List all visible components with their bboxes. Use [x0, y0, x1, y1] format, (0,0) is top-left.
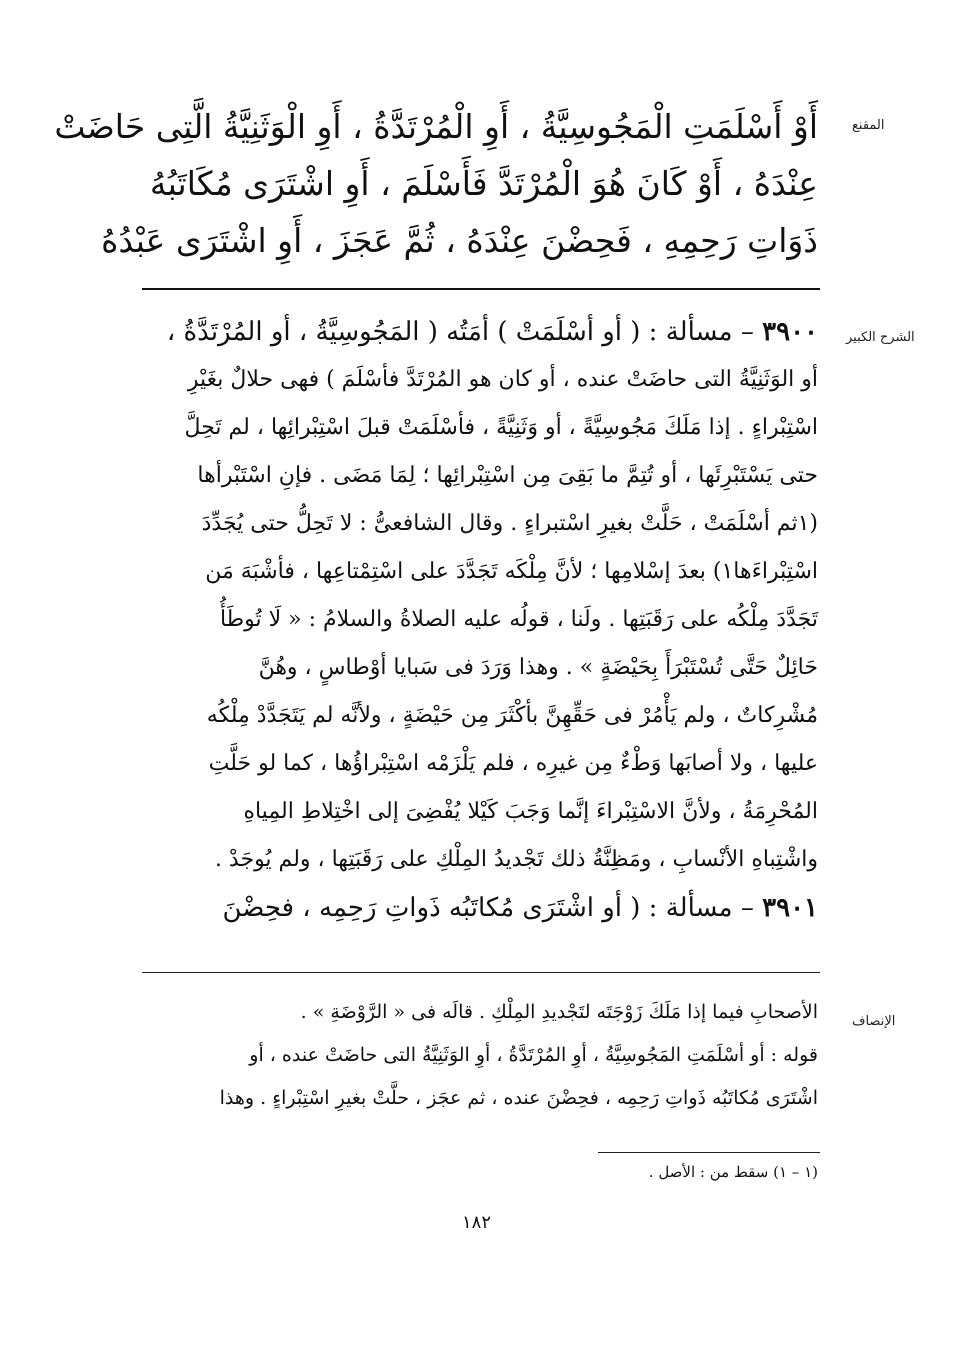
muqni-text	[54, 98, 818, 269]
section-divider	[142, 288, 820, 290]
muqni-line: عِنْدَهُ ، أَوْ كَانَ هُوَ الْمُرْتَدَّ فَأَسْلَمَ ، أَوِ اشْتَرَى مُكَاتَبُهُ	[149, 164, 818, 203]
section-divider	[142, 972, 820, 973]
issue-number: ٣٩٠٠	[762, 317, 818, 347]
sharh-line: عليها ، ولا أصابَها وَطْءٌ مِن غيرِه ، فلم يَلْزَمْه اسْتِبْراؤُها ، كما لو حَلَّتِ	[208, 751, 818, 776]
margin-label-insaf: الإنصاف	[852, 1014, 896, 1029]
insaf-line: قوله : أو أسْلَمَتِ المَجُوسِيَّةُ ، أوِ المُرْتَدَّةُ ، أوِ الوَثَنِيَّةُ التى حاضَتْ عنده ، أو	[249, 1044, 818, 1066]
sharh-line: اسْتِبْراءٍ . إذا مَلَكَ مَجُوسِيَّةً ، أو وَثَنِيَّةً ، فأسْلَمَتْ قبلَ اسْتِبْرائِها ، لم تَحِلَّ	[184, 415, 818, 440]
sharh-line: مُشْرِكاتٌ ، ولم يَأْمُرْ فى حَقِّهِنَّ بأكْثَرَ مِن حَيْضَةٍ ، ولأنَّه لم يَتَجَدَّدْ مِلْكُه	[206, 703, 818, 728]
issue-text: – مسألة : ( أو اشْتَرَى مُكاتَبُه ذَواتِ رَحِمِه ، فحِضْنَ	[222, 893, 754, 923]
sharh-line: (١ثم أسْلَمَتْ ، حَلَّتْ بغيرِ اسْتبراءٍ . وقال الشافعىُّ : لا تَحِلُّ حتى يُجَدِّدَ	[201, 511, 818, 536]
page-number: ١٨٢	[461, 1212, 491, 1233]
sharh-line: حتى يَسْتَبْرِئَها ، أو تُتِمَّ ما بَقِىَ مِن اسْتِبْرائِها ؛ لِمَا مَضَى . فإنِ اسْتَبْرأها	[197, 463, 818, 488]
sharh-line: واشْتِباهِ الأنْسابِ ، ومَظِنَّةُ ذلك تَجْديدُ المِلْكِ على رَقَبَتِها ، ولم يُوجَدْ .	[214, 847, 818, 872]
footnote	[138, 1160, 818, 1184]
insaf-line: الأصحابِ فيما إذا مَلَكَ زَوْجَتَه لتَجْديدِ المِلْكِ . قالَه فى « الرَّوْضَةِ » .	[300, 1001, 818, 1023]
insaf-text	[138, 991, 818, 1120]
sharh-line: اسْتِبْراءَها١) بعدَ إسْلامِها ؛ لأنَّ مِلْكَه تَجَدَّدَ على اسْتِمْتاعِها ، فأشْبَهَ مَن	[205, 559, 818, 584]
insaf-line: اشْتَرَى مُكاتَبُه ذَواتِ رَحِمِه ، فحِضْنَ عنده ، ثم عجَز ، حلَّتْ بغيرِ اسْتِبْراءٍ . وهذا	[219, 1087, 818, 1109]
issue-text: – مسألة : ( أو أسْلَمَتْ ) أمَتُه ( المَجُوسِيَّةُ ، أو المُرْتَدَّةُ ،	[166, 317, 754, 347]
sharh-line: أو الوَثَنِيَّةُ التى حاضَتْ عنده ، أو كان هو المُرْتَدَّ فأسْلَمَ ) فهى حلالٌ بغَيْرِ	[187, 367, 818, 392]
sharh-line: حَائِلٌ حَتَّى تُسْتَبْرَأَ بِحَيْضَةٍ » . وهذا وَرَدَ فى سَبايا أوْطاسٍ ، وهُنَّ	[258, 655, 818, 680]
margin-label-sharh: الشرح الكبير	[846, 330, 915, 345]
issue-number: ٣٩٠١	[762, 893, 818, 923]
sharh-line: المُحْرِمَةُ ، ولأنَّ الاسْتِبْراءَ إنَّما وَجَبَ كَيْلا يُفْضِىَ إلى اخْتِلاطِ المِياهِ	[243, 799, 818, 824]
muqni-line: أَوْ أَسْلَمَتِ الْمَجُوسِيَّةُ ، أَوِ الْمُرْتَدَّةُ ، أَوِ الْوَثَنِيَّةُ الَّتِى حَاضَتْ	[54, 107, 818, 146]
sharh-line-first	[138, 308, 818, 356]
footnote-text: (١ – ١) سقط من : الأصل .	[648, 1163, 818, 1181]
sharh-text	[138, 308, 818, 932]
muqni-line: ذَوَاتِ رَحِمِهِ ، فَحِضْنَ عِنْدَهُ ، ثُمَّ عَجَزَ ، أَوِ اشْتَرَى عَبْدُهُ	[101, 221, 818, 260]
margin-label-muqni: المقنع	[852, 118, 885, 133]
footnote-divider	[598, 1152, 820, 1153]
sharh-line: تَجَدَّدَ مِلْكُه على رَقَبَتِها . ولَنا ، قولُه عليه الصلاةُ والسلامُ : « لَا تُوطَأُ	[219, 607, 818, 632]
sharh-line-second	[138, 884, 818, 932]
